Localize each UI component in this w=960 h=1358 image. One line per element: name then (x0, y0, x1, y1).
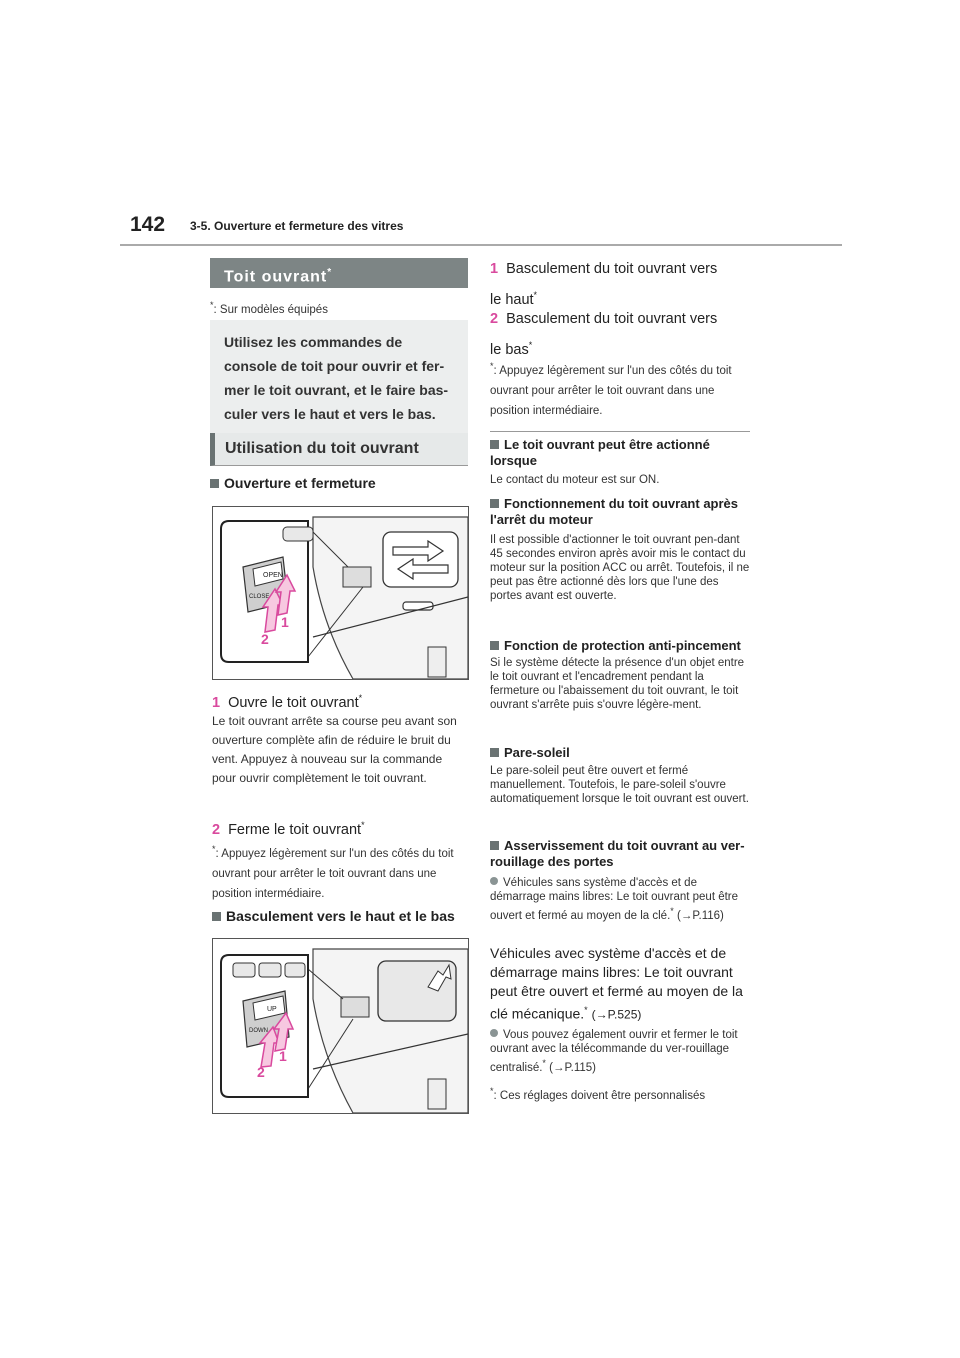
up-button-label: UP (267, 1006, 277, 1013)
para-actionable: Le contact du moteur est sur ON. (490, 474, 660, 486)
heading-anti-pinch: Fonction de protection anti-pincement (490, 638, 750, 654)
left-footnote-2: *: Appuyez légèrement sur l'un des côtés du toit ouvrant pour arrêter le toit ouvrant dans une position intermédiaire. (212, 844, 454, 900)
intro-box: Utilisez les commandes de console de toit pour ouvrir et fer-mer le toit ouvrant, et le faire bas-culer vers le haut et vers le bas. (210, 320, 468, 436)
para-anti-pinch: Si le système détecte la présence d'un objet entre le toit ouvrant et l'encadrement pendant la fermeture ou l'abaissement du toit ouvrant, le toit ouvrant s'arrête puis s'ouvre légère-ment. (490, 657, 745, 711)
separator (490, 431, 750, 432)
left-item-2: 2 Ferme le toit ouvrant* (212, 820, 365, 838)
heading-sunshade: Pare-soleil (490, 745, 750, 761)
heading-door-lock: Asservissement du toit ouvrant au ver-rouillage des portes (490, 838, 745, 869)
right-footnote-last: *: Ces réglages doivent être personnalisés (490, 1086, 706, 1102)
bullet-key: Véhicules sans système d'accès et de démarrage mains libres: Le toit ouvrant peut être ouvert et fermé au moyen de la clé.* (→P.116) (490, 877, 739, 922)
heading-actionable: Le toit ouvrant peut être actionné lorsque (490, 437, 710, 468)
heading-after-stop: Fonctionnement du toit ouvrant après l'arrêt du moteur (490, 496, 739, 527)
bullet-remote: Vous pouvez également ouvrir et fermer le toit ouvrant avec la télécommande du ver-rouillage centralisé.* (→P.115) (490, 1029, 738, 1074)
right-item-1: 1 Basculement du toit ouvrant vers le haut* (490, 261, 718, 308)
title-star: * (327, 267, 333, 278)
right-footnote: *: Appuyez légèrement sur l'un des côtés du toit ouvrant pour arrêter le toit ouvrant dans une position intermédiaire. (490, 361, 732, 417)
subheading-tilt: Basculement vers le haut et le bas (212, 908, 470, 924)
figure-tilt (212, 938, 469, 1114)
fig2-label-1: 1 (279, 1048, 287, 1064)
section-title: Toit ouvrant (224, 268, 328, 286)
right-item-2: 2 Basculement du toit ouvrant vers le bas* (490, 311, 718, 358)
left-item-1-desc: Le toit ouvrant arrête sa course peu avant son ouverture complète afin de réduire le bruit du vent. Appuyez à nouveau sur la commande pour ouvrir complètement le toit ouvrant. (212, 714, 457, 785)
fig1-label-2: 2 (261, 631, 269, 647)
bullet-key-mechanical: Véhicules avec système d'accès et de démarrage mains libres: Le toit ouvrant peut être ouvert et fermé au moyen de la clé mécanique.* (→P.525) (490, 945, 743, 1022)
fig1-label-1: 1 (281, 614, 289, 630)
page-number: 142 (130, 213, 166, 236)
close-button-label: CLOSE (249, 594, 270, 600)
section-title-bar (210, 258, 468, 288)
footnote-equipped: *: Sur modèles équipés (210, 300, 328, 316)
console-illustration-2 (213, 939, 468, 1113)
header-rule (120, 244, 842, 246)
console-illustration-1 (213, 507, 468, 679)
chapter-title: 3-5. Ouverture et fermeture des vitres (190, 219, 404, 233)
left-item-1: 1 Ouvre le toit ouvrant* (212, 693, 363, 711)
down-button-label: DOWN (249, 1028, 268, 1034)
open-button-label: OPEN (263, 572, 283, 579)
usage-section-bar: Utilisation du toit ouvrant (210, 433, 468, 466)
subheading-open-close: Ouverture et fermeture (210, 475, 468, 491)
left-column (210, 258, 468, 288)
para-after-stop: Il est possible d'actionner le toit ouvrant pen-dant 45 secondes environ après avoir mis le contact du moteur sur la position ACC ou arrêt. Toutefois, il ne peut pas être actionné dès lors que l'une des portes avant est ouverte. (490, 534, 750, 602)
fig2-label-2: 2 (257, 1064, 265, 1080)
figure-open-close (212, 506, 469, 680)
para-sunshade: Le pare-soleil peut être ouvert et fermé manuellement. Toutefois, le pare-soleil s'ouvre automatiquement lorsque le toit ouvrant est ouvert. (490, 765, 749, 805)
